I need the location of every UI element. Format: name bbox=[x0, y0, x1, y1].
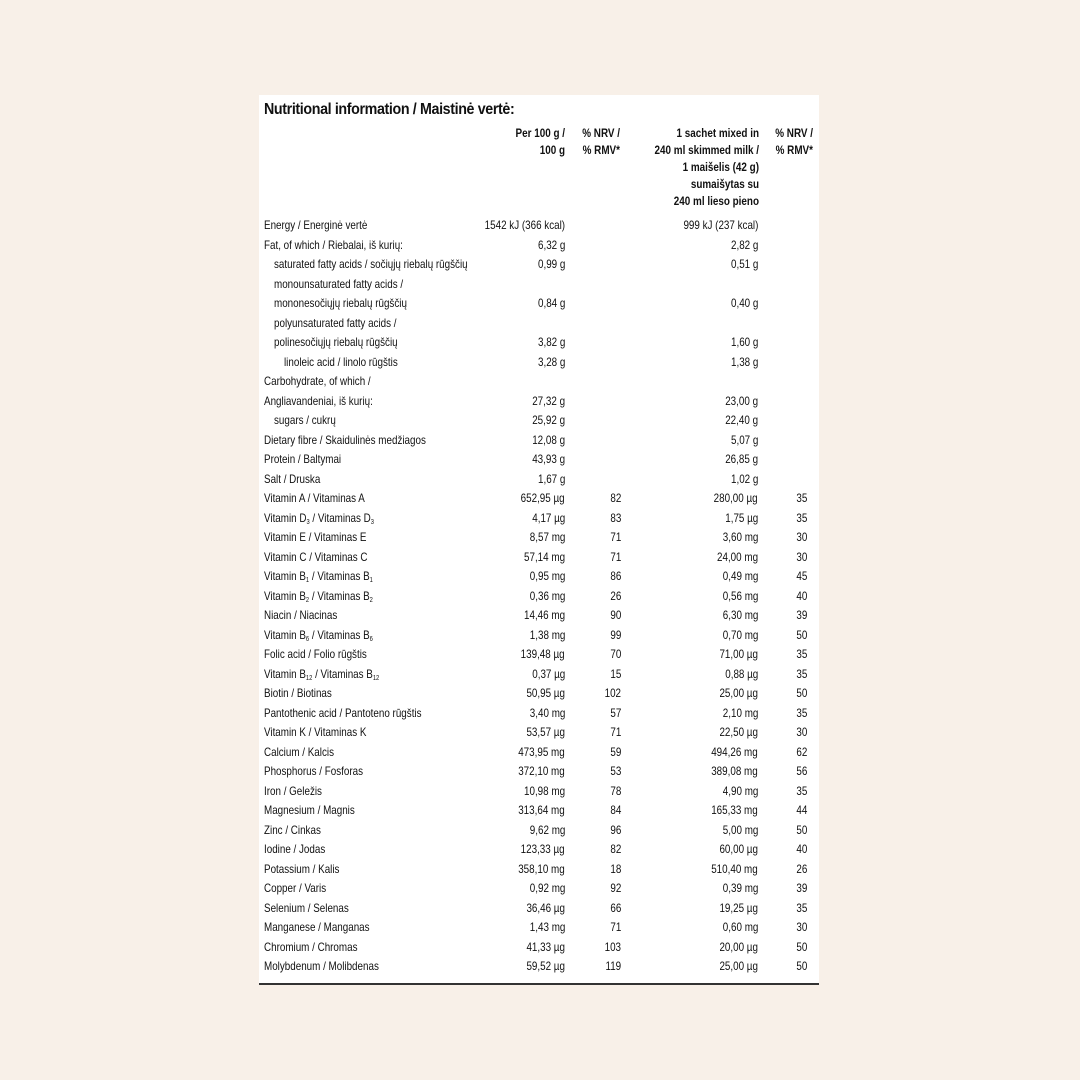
value-per-sachet: 25,00 µg bbox=[719, 686, 758, 700]
nrv-per-sachet: 35 bbox=[796, 510, 807, 525]
value-per-sachet: 165,33 mg bbox=[711, 803, 758, 817]
value-per-sachet: 71,00 µg bbox=[719, 647, 758, 661]
nrv-per-sachet: 50 bbox=[796, 959, 807, 973]
nutrient-label: polinesočiųjų riebalų rūgščių bbox=[274, 335, 398, 349]
nrv-per-sachet: 35 bbox=[796, 491, 807, 505]
value-per-100g: 57,14 mg bbox=[523, 549, 565, 564]
value-per-100g: 25,92 g bbox=[532, 413, 565, 427]
nutrient-label: Angliavandeniai, iš kurių: bbox=[264, 393, 373, 408]
nrv-per-sachet: 44 bbox=[796, 803, 807, 817]
nrv-per-100g: 71 bbox=[610, 725, 621, 739]
table-row bbox=[259, 548, 819, 568]
nutrient-label: Biotin / Biotinas bbox=[264, 686, 332, 700]
nrv-per-sachet: 45 bbox=[796, 569, 807, 583]
nrv-per-sachet: 40 bbox=[796, 842, 807, 856]
nutrient-label: Copper / Varis bbox=[264, 881, 327, 895]
table-row bbox=[259, 879, 819, 899]
nutrient-label: Energy / Energinė vertė bbox=[264, 218, 368, 232]
column-header-nrv-100g: % NRV / % RMV* bbox=[582, 128, 620, 157]
value-per-sachet: 280,00 µg bbox=[714, 491, 758, 505]
nrv-per-sachet: 62 bbox=[796, 744, 807, 759]
value-per-sachet: 0,51 g bbox=[730, 257, 758, 271]
value-per-100g: 4,17 µg bbox=[531, 510, 565, 525]
value-per-sachet: 3,60 mg bbox=[722, 530, 758, 544]
nrv-per-sachet: 56 bbox=[796, 764, 807, 778]
nrv-per-100g: 90 bbox=[610, 608, 621, 622]
nutrition-table bbox=[259, 216, 819, 977]
nrv-per-sachet: 50 bbox=[796, 627, 807, 642]
nutrient-label: mononesočiųjų riebalų rūgščių bbox=[274, 296, 407, 310]
nutrient-label: Iodine / Jodas bbox=[264, 842, 326, 856]
table-row bbox=[259, 372, 819, 392]
table-row bbox=[259, 431, 819, 451]
nutrient-label: Molybdenum / Molibdenas bbox=[264, 959, 379, 973]
value-per-sachet: 1,75 µg bbox=[724, 510, 758, 525]
nrv-per-100g: 102 bbox=[604, 686, 621, 700]
value-per-sachet: 19,25 µg bbox=[719, 900, 758, 915]
value-per-100g: 0,37 µg bbox=[531, 666, 565, 681]
value-per-100g: 6,32 g bbox=[537, 237, 565, 252]
nutrient-label: Protein / Baltymai bbox=[264, 452, 342, 466]
table-row bbox=[259, 470, 819, 490]
nutrient-label: linoleic acid / linolo rūgštis bbox=[284, 354, 398, 369]
value-per-sachet: 494,26 mg bbox=[711, 744, 758, 759]
table-row bbox=[259, 255, 819, 275]
nutrient-label: Phosphorus / Fosforas bbox=[264, 764, 364, 778]
value-per-100g: 1,38 mg bbox=[529, 627, 565, 642]
value-per-sachet: 6,30 mg bbox=[722, 608, 758, 622]
nrv-per-100g: 26 bbox=[610, 588, 621, 603]
nrv-per-100g: 71 bbox=[610, 920, 621, 934]
column-header-nrv-sachet: % NRV / % RMV* bbox=[775, 128, 813, 157]
value-per-100g: 27,32 g bbox=[532, 393, 565, 408]
nrv-per-sachet: 35 bbox=[796, 900, 807, 915]
value-per-100g: 0,99 g bbox=[537, 257, 565, 271]
value-per-sachet: 0,70 mg bbox=[722, 627, 758, 642]
nrv-per-100g: 71 bbox=[610, 530, 621, 544]
table-row bbox=[259, 762, 819, 782]
table-row bbox=[259, 606, 819, 626]
nrv-per-100g: 66 bbox=[610, 900, 621, 915]
nutrient-label: Magnesium / Magnis bbox=[264, 803, 355, 817]
nrv-per-100g: 99 bbox=[610, 627, 621, 642]
table-row bbox=[259, 353, 819, 373]
value-per-100g: 41,33 µg bbox=[526, 939, 565, 954]
table-row bbox=[259, 704, 819, 724]
nutrient-label: Vitamin $B_1$ / Vitaminas $B_1$ bbox=[264, 569, 373, 584]
table-row bbox=[259, 645, 819, 665]
nrv-per-sachet: 35 bbox=[796, 783, 807, 798]
nrv-per-100g: 103 bbox=[604, 939, 621, 954]
value-per-100g: 358,10 mg bbox=[518, 861, 565, 876]
column-header-per-100g: Per 100 g / 100 g bbox=[515, 128, 565, 157]
table-row bbox=[259, 294, 819, 314]
value-per-100g: 0,92 mg bbox=[529, 881, 565, 895]
value-per-sachet: 1,02 g bbox=[730, 471, 758, 486]
table-row bbox=[259, 567, 819, 587]
value-per-100g: 12,08 g bbox=[532, 432, 565, 447]
nrv-per-100g: 86 bbox=[610, 569, 621, 583]
nutrient-label: Vitamin E / Vitaminas E bbox=[264, 530, 367, 544]
table-row bbox=[259, 821, 819, 841]
nrv-per-100g: 92 bbox=[610, 881, 621, 895]
table-row bbox=[259, 801, 819, 821]
nutrient-label: Selenium / Selenas bbox=[264, 900, 349, 915]
nutrient-label: Chromium / Chromas bbox=[264, 939, 358, 954]
nrv-per-100g: 71 bbox=[610, 549, 621, 564]
nrv-per-100g: 119 bbox=[605, 959, 621, 973]
value-per-sachet: 389,08 mg bbox=[711, 764, 758, 778]
nutrient-label: Zinc / Cinkas bbox=[264, 822, 321, 837]
nrv-per-sachet: 35 bbox=[796, 705, 807, 720]
nutrient-label: Vitamin $B_2$ / Vitaminas $B_2$ bbox=[264, 588, 373, 604]
table-row bbox=[259, 938, 819, 958]
table-row bbox=[259, 489, 819, 509]
nutrient-label: Niacin / Niacinas bbox=[264, 608, 338, 622]
table-row bbox=[259, 216, 819, 236]
nutrient-label: Iron / Geležis bbox=[264, 783, 322, 798]
table-row bbox=[259, 860, 819, 880]
table-row bbox=[259, 333, 819, 353]
table-row bbox=[259, 275, 819, 295]
table-row bbox=[259, 450, 819, 470]
nrv-per-sachet: 30 bbox=[796, 530, 807, 544]
value-per-100g: 59,52 µg bbox=[526, 959, 565, 973]
value-per-sachet: 510,40 mg bbox=[711, 861, 758, 876]
value-per-100g: 473,95 mg bbox=[518, 744, 565, 759]
nutrient-label: Vitamin K / Vitaminas K bbox=[264, 725, 367, 739]
value-per-100g: 1,43 mg bbox=[529, 920, 565, 934]
table-row bbox=[259, 626, 819, 646]
value-per-100g: 53,57 µg bbox=[526, 725, 565, 739]
value-per-sachet: 4,90 mg bbox=[722, 783, 758, 798]
value-per-100g: 3,40 mg bbox=[529, 705, 565, 720]
page-title: Nutritional information / Maistinė vertė: bbox=[264, 101, 515, 118]
nrv-per-100g: 57 bbox=[610, 705, 621, 720]
value-per-sachet: 22,40 g bbox=[725, 413, 758, 427]
nutrient-label: monounsaturated fatty acids / bbox=[274, 276, 404, 291]
table-row bbox=[259, 918, 819, 938]
value-per-sachet: 5,07 g bbox=[730, 432, 758, 447]
table-row bbox=[259, 411, 819, 431]
value-per-sachet: 2,82 g bbox=[730, 237, 758, 252]
nrv-per-sachet: 50 bbox=[796, 939, 807, 954]
nutrient-label: Vitamin C / Vitaminas C bbox=[264, 549, 368, 564]
value-per-sachet: 0,39 mg bbox=[722, 881, 758, 895]
nutrient-label: Vitamin $D_3$ / Vitaminas $D_3$ bbox=[264, 510, 374, 526]
nrv-per-sachet: 30 bbox=[796, 549, 807, 564]
value-per-sachet: 1,60 g bbox=[730, 335, 758, 349]
nutrition-label bbox=[259, 95, 819, 985]
value-per-100g: 0,84 g bbox=[537, 296, 565, 310]
nrv-per-sachet: 50 bbox=[796, 686, 807, 700]
table-row bbox=[259, 723, 819, 743]
value-per-100g: 652,95 µg bbox=[521, 491, 565, 505]
value-per-100g: 50,95 µg bbox=[526, 686, 565, 700]
value-per-100g: 372,10 mg bbox=[518, 764, 565, 778]
value-per-100g: 1,67 g bbox=[537, 471, 565, 486]
nutrient-label: Calcium / Kalcis bbox=[264, 744, 334, 759]
value-per-sachet: 24,00 mg bbox=[716, 549, 758, 564]
table-row bbox=[259, 587, 819, 607]
value-per-100g: 3,82 g bbox=[537, 335, 565, 349]
nrv-per-100g: 96 bbox=[610, 822, 621, 837]
table-row bbox=[259, 392, 819, 412]
value-per-100g: 3,28 g bbox=[537, 354, 565, 369]
nrv-per-100g: 83 bbox=[610, 510, 621, 525]
nutrient-label: Vitamin $B_{12}$ / Vitaminas $B_{12}$ bbox=[264, 666, 380, 682]
value-per-sachet: 22,50 µg bbox=[719, 725, 758, 739]
value-per-100g: 0,95 mg bbox=[529, 569, 565, 583]
table-row bbox=[259, 684, 819, 704]
nrv-per-sachet: 26 bbox=[796, 861, 807, 876]
value-per-100g: 0,36 mg bbox=[529, 588, 565, 603]
value-per-sachet: 2,10 mg bbox=[722, 705, 758, 720]
value-per-sachet: 999 kJ (237 kcal) bbox=[683, 218, 758, 232]
value-per-sachet: 26,85 g bbox=[725, 452, 758, 466]
table-row bbox=[259, 899, 819, 919]
nrv-per-100g: 59 bbox=[610, 744, 621, 759]
value-per-100g: 14,46 mg bbox=[523, 608, 565, 622]
value-per-sachet: 23,00 g bbox=[725, 393, 758, 408]
nrv-per-sachet: 39 bbox=[796, 881, 807, 895]
nutrient-label: Fat, of which / Riebalai, iš kurių: bbox=[264, 237, 403, 252]
value-per-sachet: 0,40 g bbox=[730, 296, 758, 310]
table-row bbox=[259, 743, 819, 763]
nrv-per-sachet: 35 bbox=[796, 647, 807, 661]
nutrient-label: Pantothenic acid / Pantoteno rūgštis bbox=[264, 705, 422, 720]
value-per-sachet: 0,88 µg bbox=[724, 666, 758, 681]
nrv-per-sachet: 30 bbox=[796, 920, 807, 934]
nutrient-label: Folic acid / Folio rūgštis bbox=[264, 647, 367, 661]
value-per-sachet: 20,00 µg bbox=[719, 939, 758, 954]
value-per-100g: 1542 kJ (366 kcal) bbox=[484, 218, 565, 232]
nutrient-label: Potassium / Kalis bbox=[264, 861, 340, 876]
value-per-sachet: 60,00 µg bbox=[719, 842, 758, 856]
nutrient-label: Dietary fibre / Skaidulinės medžiagos bbox=[264, 432, 426, 447]
value-per-sachet: 0,49 mg bbox=[722, 569, 758, 583]
value-per-sachet: 5,00 mg bbox=[722, 822, 758, 837]
nutrient-label: Vitamin A / Vitaminas A bbox=[264, 491, 365, 505]
nrv-per-100g: 53 bbox=[610, 764, 621, 778]
value-per-100g: 123,33 µg bbox=[521, 842, 565, 856]
nrv-per-sachet: 35 bbox=[796, 666, 807, 681]
nrv-per-sachet: 40 bbox=[796, 588, 807, 603]
value-per-sachet: 1,38 g bbox=[730, 354, 758, 369]
value-per-100g: 313,64 mg bbox=[518, 803, 565, 817]
nutrient-label: polyunsaturated fatty acids / bbox=[274, 315, 397, 330]
nutrient-label: Manganese / Manganas bbox=[264, 920, 370, 934]
nrv-per-100g: 78 bbox=[610, 783, 621, 798]
table-row bbox=[259, 528, 819, 548]
nutrient-label: sugars / cukrų bbox=[274, 413, 336, 427]
nutrient-label: Vitamin $B_6$ / Vitaminas $B_6$ bbox=[264, 627, 373, 643]
value-per-100g: 139,48 µg bbox=[521, 647, 565, 661]
nrv-per-100g: 15 bbox=[610, 666, 621, 681]
nrv-per-100g: 82 bbox=[610, 842, 621, 856]
table-row bbox=[259, 236, 819, 256]
nutrient-label: saturated fatty acids / sočiųjų riebalų rūgščių bbox=[274, 257, 468, 271]
column-header-per-sachet: 1 sachet mixed in 240 ml skimmed milk / 1 maišelis (42 g) sumaišytas su 240 ml lieso pieno bbox=[654, 128, 759, 208]
nrv-per-sachet: 39 bbox=[796, 608, 807, 622]
table-row bbox=[259, 840, 819, 860]
table-row bbox=[259, 509, 819, 529]
nrv-per-100g: 84 bbox=[610, 803, 621, 817]
nrv-per-sachet: 30 bbox=[796, 725, 807, 739]
value-per-sachet: 0,60 mg bbox=[722, 920, 758, 934]
nrv-per-100g: 82 bbox=[610, 491, 621, 505]
nutrient-label: Carbohydrate, of which / bbox=[264, 374, 371, 388]
value-per-sachet: 0,56 mg bbox=[722, 588, 758, 603]
value-per-100g: 8,57 mg bbox=[529, 530, 565, 544]
nutrient-label: Salt / Druska bbox=[264, 471, 321, 486]
value-per-100g: 9,62 mg bbox=[529, 822, 565, 837]
value-per-100g: 10,98 mg bbox=[523, 783, 565, 798]
nrv-per-100g: 18 bbox=[610, 861, 621, 876]
value-per-100g: 43,93 g bbox=[532, 452, 565, 466]
nrv-per-100g: 70 bbox=[610, 647, 621, 661]
table-row bbox=[259, 665, 819, 685]
table-row bbox=[259, 314, 819, 334]
table-row bbox=[259, 782, 819, 802]
nrv-per-sachet: 50 bbox=[796, 822, 807, 837]
value-per-sachet: 25,00 µg bbox=[719, 959, 758, 973]
table-row bbox=[259, 957, 819, 977]
value-per-100g: 36,46 µg bbox=[526, 900, 565, 915]
